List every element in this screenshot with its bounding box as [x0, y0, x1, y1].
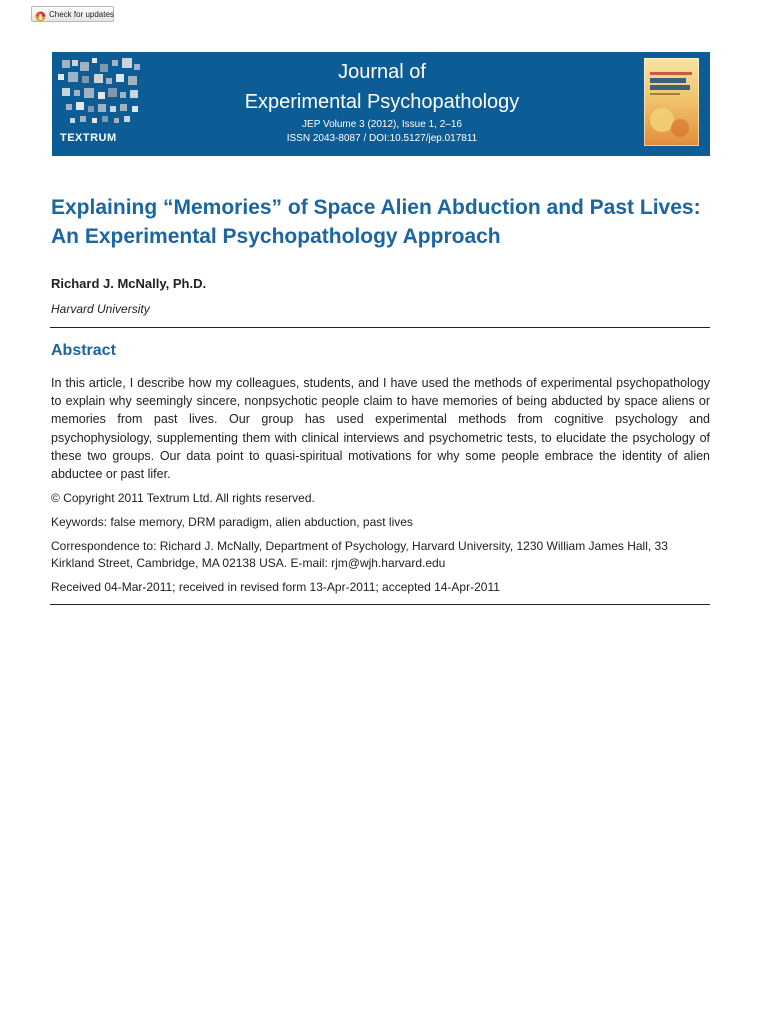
- logo-text: TEXTRUM: [60, 132, 117, 144]
- journal-banner: [52, 52, 710, 156]
- article-title: Explaining “Memories” of Space Alien Abduction and Past Lives: An Experimental Psychopathology Approach: [51, 196, 701, 248]
- check-for-updates-button[interactable]: [31, 6, 114, 22]
- check-for-updates-label: Check for updates: [49, 9, 114, 19]
- correspondence-line: Correspondence to: Richard J. McNally, Department of Psychology, Harvard University, 1230 William James Hall, 33 Kirkland Street, Cambridge, MA 02138 USA. E-mail: rjm@wjh.harvard.edu: [51, 539, 668, 570]
- author-affiliation: Harvard University: [51, 302, 150, 316]
- keywords-line: Keywords: false memory, DRM paradigm, alien abduction, past lives: [51, 515, 413, 529]
- textrum-logo: [52, 52, 152, 156]
- journal-cover-thumbnail: [644, 58, 699, 146]
- journal-volume: JEP Volume 3 (2012), Issue 1, 2–16: [302, 119, 462, 130]
- journal-issn-doi: ISSN 2043-8087 / DOI:10.5127/jep.017811: [286, 133, 478, 144]
- journal-title-line-2: Experimental Psychopathology: [244, 91, 520, 113]
- divider-bottom: [50, 604, 710, 605]
- received-dates-line: Received 04-Mar-2011; received in revised form 13-Apr-2011; accepted 14-Apr-2011: [51, 580, 500, 594]
- journal-title-line-1: Journal of: [338, 61, 426, 83]
- copyright-line: © Copyright 2011 Textrum Ltd. All rights reserved.: [51, 491, 315, 505]
- divider-top: [50, 327, 710, 328]
- author-name: Richard J. McNally, Ph.D.: [51, 276, 207, 291]
- abstract-heading: Abstract: [51, 342, 116, 359]
- crossmark-icon: [35, 9, 46, 20]
- abstract-text: In this article, I describe how my colleagues, students, and I have used the methods of experimental psychopathology to explain why seemingly sincere, nonpsychotic people claim to have memories of being abducted by space aliens or memories from past lives. Our group has used experimental methods from cognitive psychology and psychophysiology, supplementing them with clinical interviews and psychometric tests, to elucidate the psychology of these two groups. Our data point to quasi-spiritual motivations for why some people embrace the identity of alien abductee or past lifer.: [51, 376, 710, 482]
